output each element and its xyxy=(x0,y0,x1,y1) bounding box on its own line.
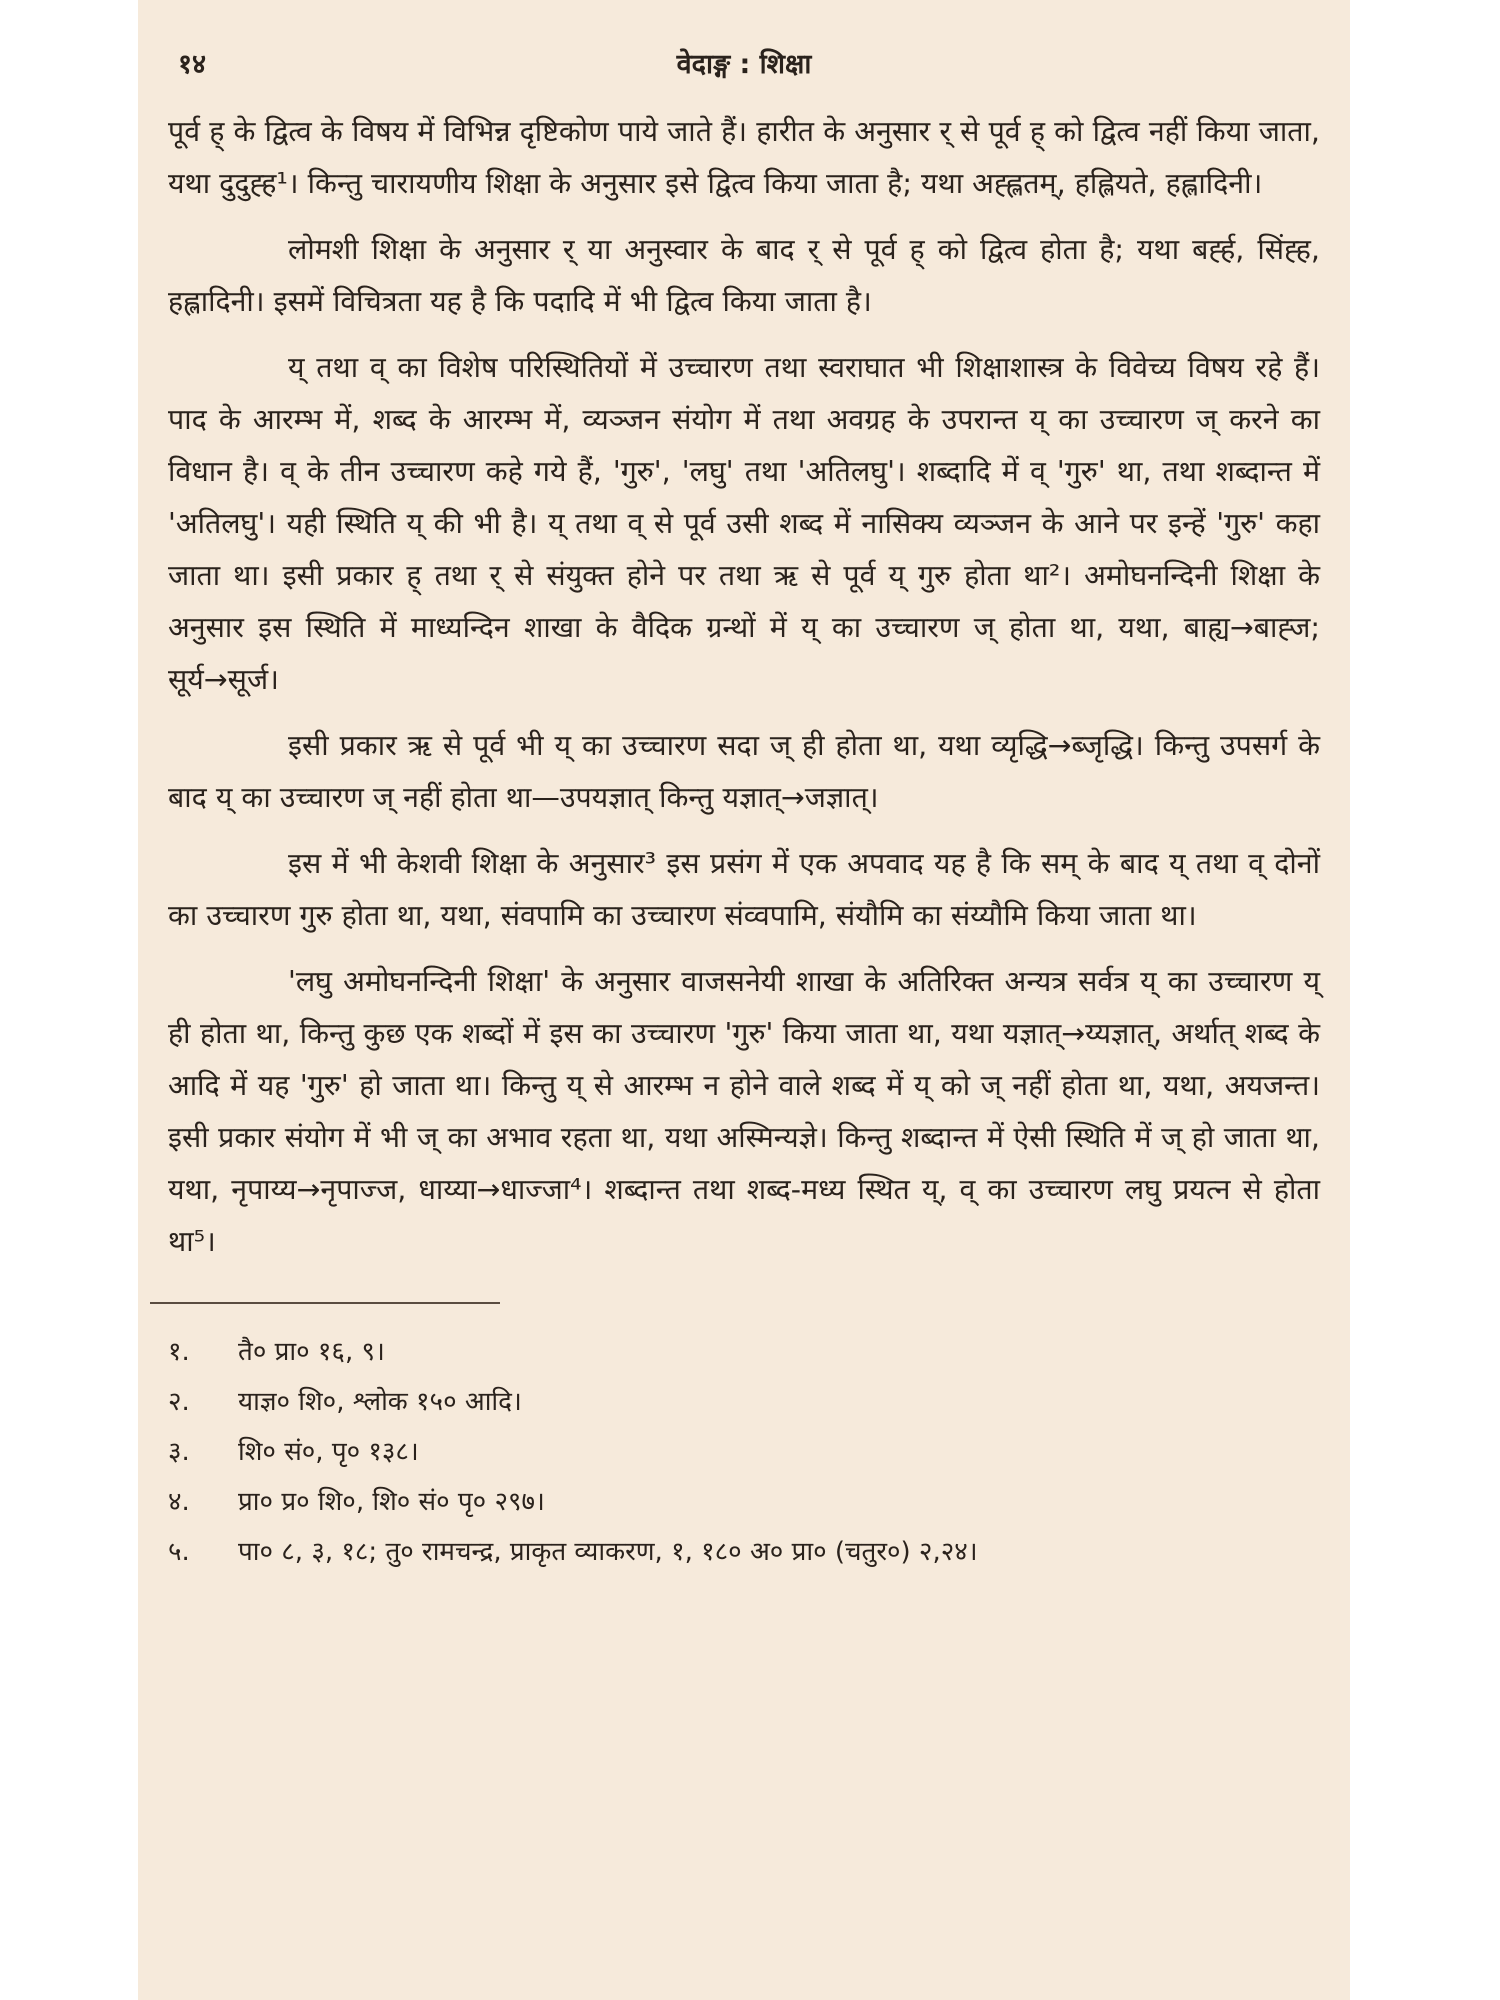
footnote xyxy=(168,1378,1320,1426)
running-title: वेदाङ्ग : शिक्षा xyxy=(676,49,812,80)
paragraph: लोमशी शिक्षा के अनुसार र् या अनुस्वार के बाद र् से पूर्व ह् को द्वित्व होता है; यथा बर्ह्ह, सिंह्ह, हह्लादिनी। इसमें विचित्रता यह है कि पदादि में भी द्वित्व किया जाता है। xyxy=(168,233,1320,318)
page-number: १४ xyxy=(178,49,207,80)
footnote-divider xyxy=(150,1302,500,1304)
footnote-number: ४. xyxy=(168,1487,190,1517)
paragraph: य् तथा व् का विशेष परिस्थितियों में उच्चारण तथा स्वराघात भी शिक्षाशास्त्र के विवेच्य विषय रहे हैं। पाद के आरम्भ में, शब्द के आरम्भ में, व्यञ्जन संयोग में तथा अवग्रह के उपरान्त य् का उच्चारण ज् करने का विधान है। व् के तीन उच्चारण कहे गये हैं, 'गुरु', 'लघु' तथा 'अतिलघु'। शब्दादि में व् 'गुरु' था, तथा शब्दान्त में 'अतिलघु'। यही स्थिति य् की भी है। य् तथा व् से पूर्व उसी शब्द में नासिक्य व्यञ्जन के आने पर इन्हें 'गुरु' कहा जाता था। इसी प्रकार ह् तथा र् से संयुक्त होने पर तथा ऋ से पूर्व य् गुरु होता था²। अमोघनन्दिनी शिक्षा के अनुसार इस स्थिति में माध्यन्दिन शाखा के वैदिक ग्रन्थों में य् का उच्चारण ज् होता था, यथा, बाह्य→बाह्ज; सूर्य→सूर्ज। xyxy=(168,351,1320,696)
footnote xyxy=(168,1428,1320,1476)
footnote-text: प्रा० प्र० शि०, शि० सं० पृ० २९७। xyxy=(238,1487,545,1517)
footnotes xyxy=(168,1328,1320,1576)
footnote-number: ५. xyxy=(168,1537,190,1567)
footnote-number: २. xyxy=(168,1387,190,1417)
footnote-number: १. xyxy=(168,1337,190,1367)
footnote-text: याज्ञ० शि०, श्लोक १५० आदि। xyxy=(238,1387,522,1417)
body-text xyxy=(168,106,1320,1268)
paragraph: इसी प्रकार ऋ से पूर्व भी य् का उच्चारण सदा ज् ही होता था, यथा व्यृद्धि→ब्जृद्धि। किन्तु उपसर्ग के बाद य् का उच्चारण ज् नहीं होता था—उपयज्ञात् किन्तु यज्ञात्→जज्ञात्। xyxy=(168,729,1320,814)
footnote xyxy=(168,1328,1320,1376)
footnote-text: पा० ८, ३, १८; तु० रामचन्द्र, प्राकृत व्याकरण, १, १८० अ० प्रा० (चतुर०) २,२४। xyxy=(238,1537,978,1567)
footnote xyxy=(168,1478,1320,1526)
paragraph: पूर्व ह् के द्वित्व के विषय में विभिन्न दृष्टिकोण पाये जाते हैं। हारीत के अनुसार र् से पूर्व ह् को द्वित्व नहीं किया जाता, यथा दुदुह्ह¹। किन्तु चारायणीय शिक्षा के अनुसार इसे द्वित्व किया जाता है; यथा अह्ह्लतम्, हह्लियते, हह्लादिनी। xyxy=(168,115,1320,200)
footnote-number: ३. xyxy=(168,1437,190,1467)
page-header xyxy=(168,40,1320,90)
paragraph: इस में भी केशवी शिक्षा के अनुसार³ इस प्रसंग में एक अपवाद यह है कि सम् के बाद य् तथा व् दोनों का उच्चारण गुरु होता था, यथा, संवपामि का उच्चारण संव्वपामि, संयौमि का संय्यौमि किया जाता था। xyxy=(168,847,1320,932)
paragraph: 'लघु अमोघनन्दिनी शिक्षा' के अनुसार वाजसनेयी शाखा के अतिरिक्त अन्यत्र सर्वत्र य् का उच्चारण य् ही होता था, किन्तु कुछ एक शब्दों में इस का उच्चारण 'गुरु' किया जाता था, यथा यज्ञात्→य्यज्ञात्, अर्थात् शब्द के आदि में यह 'गुरु' हो जाता था। किन्तु य् से आरम्भ न होने वाले शब्द में य् को ज् नहीं होता था, यथा, अयजन्त। इसी प्रकार संयोग में भी ज् का अभाव रहता था, यथा अस्मिन्यज्ञे। किन्तु शब्दान्त में ऐसी स्थिति में ज् हो जाता था, यथा, नृपाय्य→नृपाज्ज, धाय्या→धाज्जा⁴। शब्दान्त तथा शब्द-मध्य स्थित य्, व् का उच्चारण लघु प्रयत्न से होता था⁵। xyxy=(168,965,1320,1258)
book-page xyxy=(168,40,1320,1578)
footnote-text: तै० प्रा० १६, ९। xyxy=(238,1337,385,1367)
footnote-text: शि० सं०, पृ० १३८। xyxy=(238,1437,419,1467)
footnote xyxy=(168,1528,1320,1576)
